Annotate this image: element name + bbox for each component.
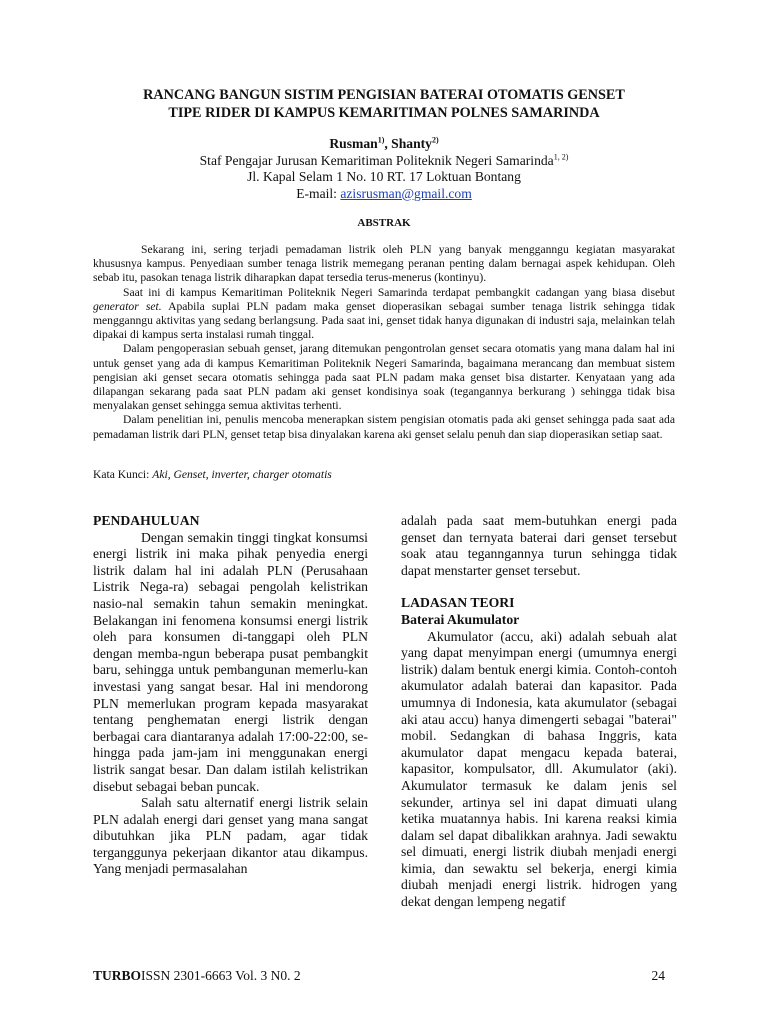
email-link[interactable]: azisrusman@gmail.com	[340, 185, 472, 201]
title-line-1: RANCANG BANGUN SISTIM PENGISIAN BATERAI OTOMATIS GENSET	[143, 87, 625, 103]
left-column	[93, 513, 368, 878]
author-names	[60, 136, 708, 153]
affiliation	[60, 153, 708, 170]
author-2-sup: 2)	[431, 135, 439, 145]
journal-issn: ISSN 2301-6663 Vol. 3 N0. 2	[141, 968, 301, 983]
section-heading-landasan-teori: LADASAN TEORI	[401, 595, 515, 611]
keywords	[93, 468, 675, 481]
abstract-paragraph-2	[93, 286, 675, 343]
body-paragraph: Dengan semakin tinggi tingkat konsumsi energi listrik ini maka pihak penyedia energi listrik dalam hal ini adalah PLN (Perusahaan Listrik Nega-ra) sebagai pengolah kelistrikan nasio-nal semakin tahun semakin meningkat. Belakangan ini fenomena konsumsi energi listrik oleh para konsumen di-tanggapi oleh PLN dengan memba-ngun beberapa pusat pembangkit baru, sehingga untuk pembangunan memerlu-kan investasi yang sangat besar. Hal ini mendorong PLN memerlukan program kepada masyarakat tentang penghematan energi listrik dengan berbagai cara diantaranya adalah 17:00-22:00, se-hingga pada jam-jam ini menggunakan energi listrik sangat besar. Dan dalam istilah kelistrikan disebut sebagai beban puncak.	[93, 529, 368, 794]
body-paragraph: Akumulator (accu, aki) adalah sebuah alat yang dapat menyimpan energi (umumnya energi listrik) dalam bentuk energi kimia. Contoh-contoh akumulator adalah baterai dan kapasitor. Pada umumnya di Indonesia, kata akumulator (sebagai aki atau accu) hanya dimengerti sebagai "baterai" mobil. Sedangkan di bahasa Inggris, kata akumulator dapat mengacu kepada baterai, kapasitor, kompulsator, dll. Akumulator (aki). Akumulator termasuk ke dalam jenis sel sekunder, artinya sel ini dapat dimuati ulang ketika muatannya habis. Ini karena reaksi kimia dalam sel dapat dibalikkan arahnya. Jadi sewaktu sel dimuati, energi listrik diubah menjadi energi kimia, dan sewaktu sel bekerja, energi kimia diubah menjadi energi listrik. hidrogen yang dekat dengan lempeng negatif	[401, 628, 677, 910]
body-paragraph: adalah pada saat mem-butuhkan energi pada genset dan ternyata baterai dari genset tersebut soak atau teganngannya turun sehingga tidak dapat menstarter genset tersebut.	[401, 513, 677, 578]
section-heading-pendahuluan: PENDAHULUAN	[93, 513, 200, 528]
journal-name: TURBO	[93, 968, 142, 983]
body-paragraph: Salah satu alternatif energi listrik selain PLN adalah energi dari genset yang mana sangat dibutuhkan jika PLN padam, agar tidak terganggunya pekerjaan dikantor atau dikampus. Yang menjadi permasalahan	[93, 795, 368, 877]
subsection-heading: Baterai Akumulator	[401, 611, 520, 627]
section-gap	[401, 579, 677, 595]
abstract-p2-text-b: Apabila suplai PLN padam maka genset dioperasikan sebagai sumber tenaga listrik sehingga tidak mengganngu aktivitas yang sedang berlangsung. Pada saat ini, genset tidak hanya digunakan di industri saja, melainkan telah dipakai di kampus serta instalasi rumah tinggal.	[93, 299, 676, 342]
author-1-sup: 1)	[377, 135, 385, 145]
keywords-list: Aki, Genset, inverter, charger otomatis	[152, 468, 332, 481]
abstract-body	[93, 243, 675, 442]
abstract-p2-italic: generator set.	[93, 299, 162, 313]
author-separator: ,	[384, 136, 392, 151]
keywords-label: Kata Kunci:	[93, 468, 153, 481]
email-label: E-mail:	[296, 185, 341, 201]
abstract-p2-text-a: Saat ini di kampus Kemaritiman Politeknik Negeri Samarinda terdapat pembangkit cadangan yang biasa disebut	[123, 285, 675, 299]
abstract-paragraph-4: Dalam penelitian ini, penulis mencoba menerapkan sistem pengisian otomatis pada aki genset sehingga pada saat ada pemadaman listrik dari PLN, genset tetap bisa dinyalakan karena aki genset selalu penuh dan siap dioperasikan setiap saat.	[93, 413, 675, 441]
affiliation-sup: 1, 2)	[553, 151, 569, 161]
paper-title	[60, 86, 708, 122]
affiliation-text: Staf Pengajar Jurusan Kemaritiman Politeknik Negeri Samarinda	[199, 152, 554, 168]
address: Jl. Kapal Selam 1 No. 10 RT. 17 Loktuan Bontang	[247, 169, 521, 184]
author-2: Shanty	[391, 136, 432, 151]
page-number: 24	[651, 968, 665, 983]
abstract-paragraph-1: Sekarang ini, sering terjadi pemadaman listrik oleh PLN yang banyak mengganngu kegiatan masyarakat khususnya kampus. Penyediaan sumber tenaga listrik memegang peranan penting dalam bernagai aspek kehidupan. Oleh sebab itu, pasokan tenaga listrik diharapkan dapat tersedia terus-menerus (kontinyu).	[93, 243, 675, 285]
author-block	[60, 136, 708, 202]
author-1: Rusman	[329, 136, 378, 151]
right-column	[401, 513, 677, 911]
page-footer	[93, 968, 665, 984]
abstract-paragraph-3: Dalam pengoperasian sebuah genset, jarang ditemukan pengontrolan genset secara otomatis yang mana dalam hal ini untuk genset yang ada di kampus Kemaritiman Politeknik Negeri Samarinda, bagaimana merancang dan membuat sistem pengisian aki genset secara otomatis sehingga pada saat PLN padam maka genset bisa distarter. Kenyataan yang ada dilapangan sekarang pada saat PLN padam aki genset kondisinya soak (tegangannya berkurang ) sehingga tidak bisa menyalakan genset sehingga semua aktivitas terhenti.	[93, 342, 675, 413]
email-line	[60, 186, 708, 203]
title-line-2: TIPE RIDER DI KAMPUS KEMARITIMAN POLNES SAMARINDA	[168, 105, 600, 121]
abstract-heading: ABSTRAK	[357, 217, 411, 229]
